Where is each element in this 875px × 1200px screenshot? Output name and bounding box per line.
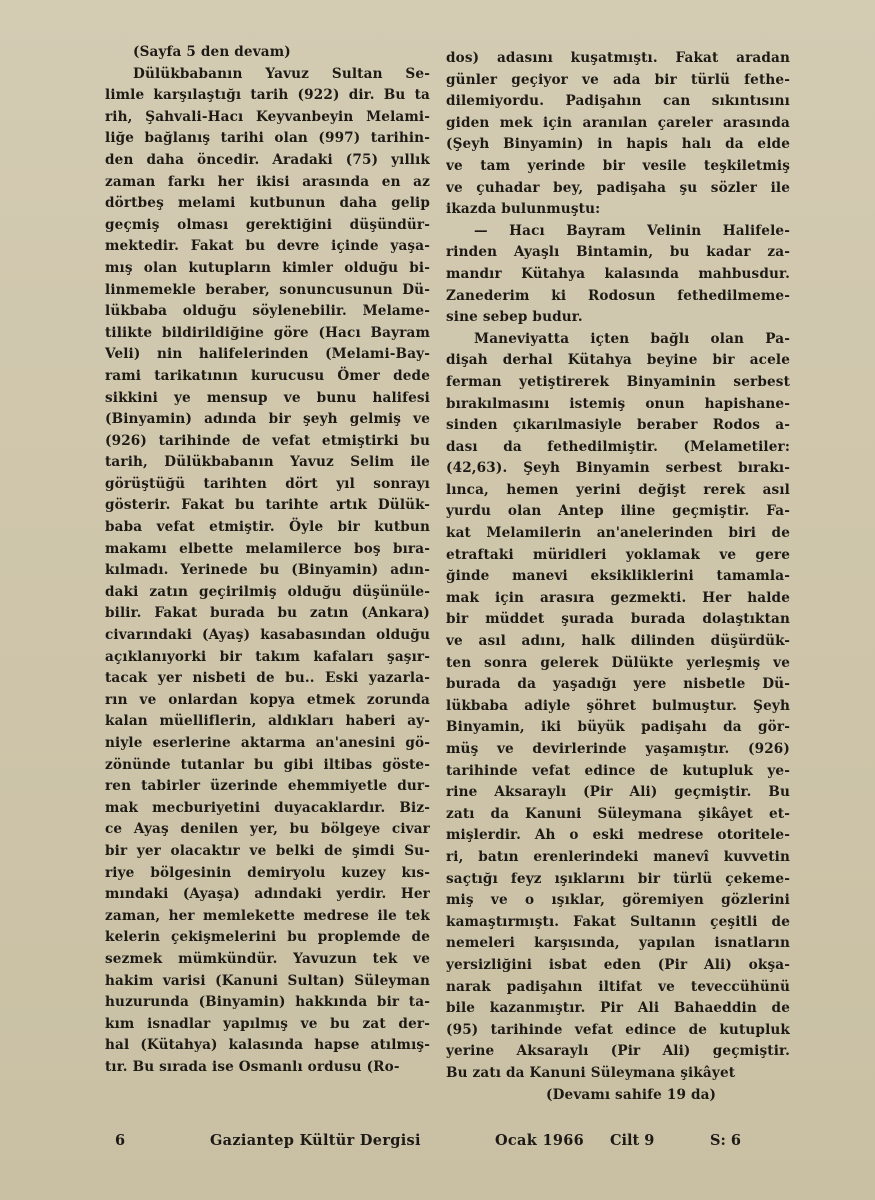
text-line: ferman yetiştirerek Binyaminin serbest: [446, 373, 790, 390]
page-number: 6: [115, 1132, 126, 1149]
text-line: kamaştırmıştı. Fakat Sultanın çeşitli de: [446, 913, 790, 930]
text-line: sikkini ye mensup ve bunu halifesi: [105, 389, 430, 406]
text-line: gösterir. Fakat bu tarihte artık Dülük-: [105, 497, 430, 514]
text-line: mektedir. Fakat bu devre içinde yaşa-: [105, 238, 430, 255]
left-column: [105, 42, 430, 1079]
text-line: Dülükbabanın Yavuz Sultan Se-: [133, 65, 430, 82]
right-column: [446, 48, 790, 1113]
continued-to-note: (Devamı sahife 19 da): [546, 1086, 717, 1103]
text-line: görüştüğü tarihten dört yıl sonrayı: [105, 475, 430, 492]
text-line: lükbaba adiyle şöhret bulmuştur. Şeyh: [446, 697, 790, 714]
text-line: geçmiş olması gerektiğini düşündür-: [105, 216, 430, 233]
text-line: liğe bağlanış tarihi olan (997) tarihin-: [105, 130, 430, 147]
text-line: sinden çıkarılmasiyle beraber Rodos a-: [446, 417, 790, 434]
text-line: ve tam yerinde bir vesile teşkiletmiş: [446, 157, 790, 174]
text-line: bir müddet şurada burada dolaştıktan: [446, 611, 790, 628]
text-line: huzurunda (Binyamin) hakkında bir ta-: [105, 994, 430, 1011]
text-line: lınca, hemen yerini değişt rerek asıl: [446, 481, 790, 498]
text-line: dilemiyordu. Padişahın can sıkıntısını: [446, 93, 790, 110]
text-line: dörtbeş melami kutbunun daha gelip: [105, 195, 430, 212]
text-line: rih, Şahvali-Hacı Keyvanbeyin Melami-: [105, 108, 430, 125]
text-line: rami tarikatının kurucusu Ömer dede: [105, 367, 430, 384]
text-line: ve asıl adını, halk dilinden düşürdük-: [446, 633, 790, 650]
text-line: — Hacı Bayram Velinin Halifele-: [474, 222, 790, 239]
text-line: mak mecburiyetini duyacaklardır. Biz-: [105, 799, 430, 816]
volume-number: Cilt 9: [610, 1132, 655, 1149]
text-line: civarındaki (Ayaş) kasabasından olduğu: [105, 627, 430, 644]
left-column-text: [105, 64, 430, 1079]
text-line: kılmadı. Yerinede bu (Binyamin) adın-: [105, 562, 430, 579]
text-line: niyle eserlerine aktarma an'anesini gö-: [105, 735, 430, 751]
text-line: bilir. Fakat burada bu zatın (Ankara): [105, 605, 430, 622]
text-line: mak için arasıra gezmekti. Her halde: [446, 589, 790, 606]
right-column-text: [446, 48, 790, 1085]
text-line: kalan müelliflerin, aldıkları haberi ay-: [105, 713, 430, 730]
text-line: nemeleri karşısında, yapılan isnatların: [446, 935, 790, 952]
text-line: tacak yer nisbeti de bu.. Eski yazarla-: [105, 670, 430, 687]
text-line: yurdu olan Antep iline geçmiştir. Fa-: [446, 503, 790, 520]
text-line: tilikte bildirildiğine göre (Hacı Bayram: [105, 324, 430, 341]
text-line: (Şeyh Binyamin) in hapis halı da elde: [446, 136, 790, 153]
text-line: Veli) nin halifelerinden (Melami-Bay-: [105, 346, 430, 363]
text-line: (95) tarihinde vefat edince de kutupluk: [446, 1021, 790, 1038]
text-line: yersizliğini isbat eden (Pir Ali) okşa-: [446, 956, 790, 973]
text-line: kım isnadlar yapılmış ve bu zat der-: [105, 1015, 430, 1032]
issue-date: Ocak 1966: [495, 1132, 585, 1149]
text-line: yerine Aksaraylı (Pir Ali) geçmiştir.: [446, 1043, 790, 1060]
text-line: mındaki (Ayaşa) adındaki yerdir. Her: [105, 886, 430, 903]
text-line: Binyamin, iki büyük padişahı da gör-: [446, 719, 790, 736]
text-line: ve çuhadar bey, padişaha şu sözler ile: [446, 179, 790, 196]
text-line: mişlerdir. Ah o eski medrese otoritele-: [446, 827, 790, 844]
text-line: saçtığı feyz ışıklarını bir türlü çekeme-: [446, 870, 790, 887]
text-line: bir yer olacaktır ve belki de şimdi Su-: [105, 842, 430, 859]
text-line: zaman, her memlekette medrese ile tek: [105, 907, 430, 924]
journal-name: Gaziantep Kültür Dergisi: [210, 1132, 421, 1149]
text-line: sezmek mümkündür. Yavuzun tek ve: [105, 950, 430, 967]
continued-from-note: (Sayfa 5 den devam): [133, 44, 291, 60]
issue-number: S: 6: [710, 1132, 741, 1149]
text-line: (926) tarihinde de vefat etmiştirki bu: [105, 432, 430, 449]
text-line: rın ve onlardan kopya etmek zorunda: [105, 691, 430, 708]
text-line: (Binyamin) adında bir şeyh gelmiş ve: [105, 411, 430, 428]
text-line: zönünde tutanlar bu gibi iltibas göste-: [105, 756, 430, 773]
text-line: rinden Ayaşlı Bintamin, bu kadar za-: [446, 244, 790, 261]
text-line: hal (Kütahya) kalasında hapse atılmış-: [105, 1037, 430, 1054]
text-line: burada da yaşadığı yere nisbetle Dü-: [446, 676, 790, 693]
text-line: daki zatın geçirilmiş olduğu düşünüle-: [105, 583, 430, 600]
text-line: kat Melamilerin an'anelerinden biri de: [446, 525, 790, 542]
text-line: tır. Bu sırada ise Osmanlı ordusu (Ro-: [105, 1058, 400, 1075]
text-line: zaman farkı her ikisi arasında en az: [105, 173, 430, 190]
text-line: dası da fethedilmiştir. (Melametiler:: [446, 438, 790, 455]
text-line: ikazda bulunmuştu:: [446, 201, 601, 218]
text-line: mandır Kütahya kalasında mahbusdur.: [446, 265, 790, 282]
text-line: ri, batın erenlerindeki manevî kuvvetin: [446, 848, 790, 865]
text-line: tarihinde vefat edince de kutupluk ye-: [446, 762, 790, 779]
text-line: den daha öncedir. Aradaki (75) yıllık: [105, 151, 430, 168]
text-line: giden mek için aranılan çareler arasında: [446, 114, 790, 131]
text-line: bile kazanmıştır. Pir Ali Bahaeddin de: [446, 1000, 790, 1017]
text-line: rine Aksaraylı (Pir Ali) geçmiştir. Bu: [446, 784, 790, 801]
text-line: hakim varisi (Kanuni Sultan) Süleyman: [105, 972, 430, 989]
text-line: ğinde manevi eksikliklerini tamamla-: [446, 568, 790, 585]
text-line: narak padişahın iltifat ve teveccühünü: [446, 978, 790, 995]
text-line: sine sebep budur.: [446, 309, 583, 326]
text-line: etraftaki müridleri yoklamak ve gere: [446, 546, 790, 563]
text-line: riye bölgesinin demiryolu kuzey kıs-: [105, 864, 430, 881]
text-line: tarih, Dülükbabanın Yavuz Selim ile: [105, 454, 430, 471]
text-line: limle karşılaştığı tarih (922) dir. Bu ta: [105, 87, 430, 104]
text-line: kelerin çekişmelerini bu proplemde de: [105, 929, 430, 946]
text-line: günler geçiyor ve ada bir türlü fethe-: [446, 71, 790, 88]
text-line: zatı da Kanuni Süleymana şikâyet et-: [446, 805, 790, 822]
text-line: (42,63). Şeyh Binyamin serbest bırakı-: [446, 460, 790, 477]
text-line: bırakılmasını istemiş onun hapishane-: [446, 395, 790, 412]
text-line: lükbaba olduğu söylenebilir. Melame-: [105, 303, 430, 320]
text-line: dos) adasını kuşatmıştı. Fakat aradan: [446, 50, 790, 66]
text-line: dişah derhal Kütahya beyine bir acele: [446, 352, 790, 369]
text-line: miş ve o ışıklar, göremiyen gözlerini: [446, 892, 790, 909]
text-line: Zanederim ki Rodosun fethedilmeme-: [446, 287, 790, 304]
text-line: ten sonra gelerek Dülükte yerleşmiş ve: [446, 654, 790, 671]
text-line: ren tabirler üzerinde ehemmiyetle dur-: [105, 778, 430, 795]
text-line: linmemekle beraber, sonuncusunun Dü-: [105, 281, 430, 298]
text-line: Bu zatı da Kanuni Süleymana şikâyet: [446, 1064, 736, 1081]
page-footer: [105, 1132, 795, 1156]
text-line: ce Ayaş denilen yer, bu bölgeye civar: [105, 821, 430, 838]
text-line: Maneviyatta içten bağlı olan Pa-: [474, 330, 790, 347]
text-line: müş ve devirlerinde yaşamıştır. (926): [446, 741, 790, 757]
text-line: makamı elbette melamilerce boş bıra-: [105, 540, 430, 557]
text-line: mış olan kutupların kimler olduğu bi-: [105, 259, 430, 276]
text-line: baba vefat etmiştir. Öyle bir kutbun: [105, 519, 430, 536]
text-line: açıklanıyorki bir takım kafaları şaşır-: [105, 648, 430, 665]
